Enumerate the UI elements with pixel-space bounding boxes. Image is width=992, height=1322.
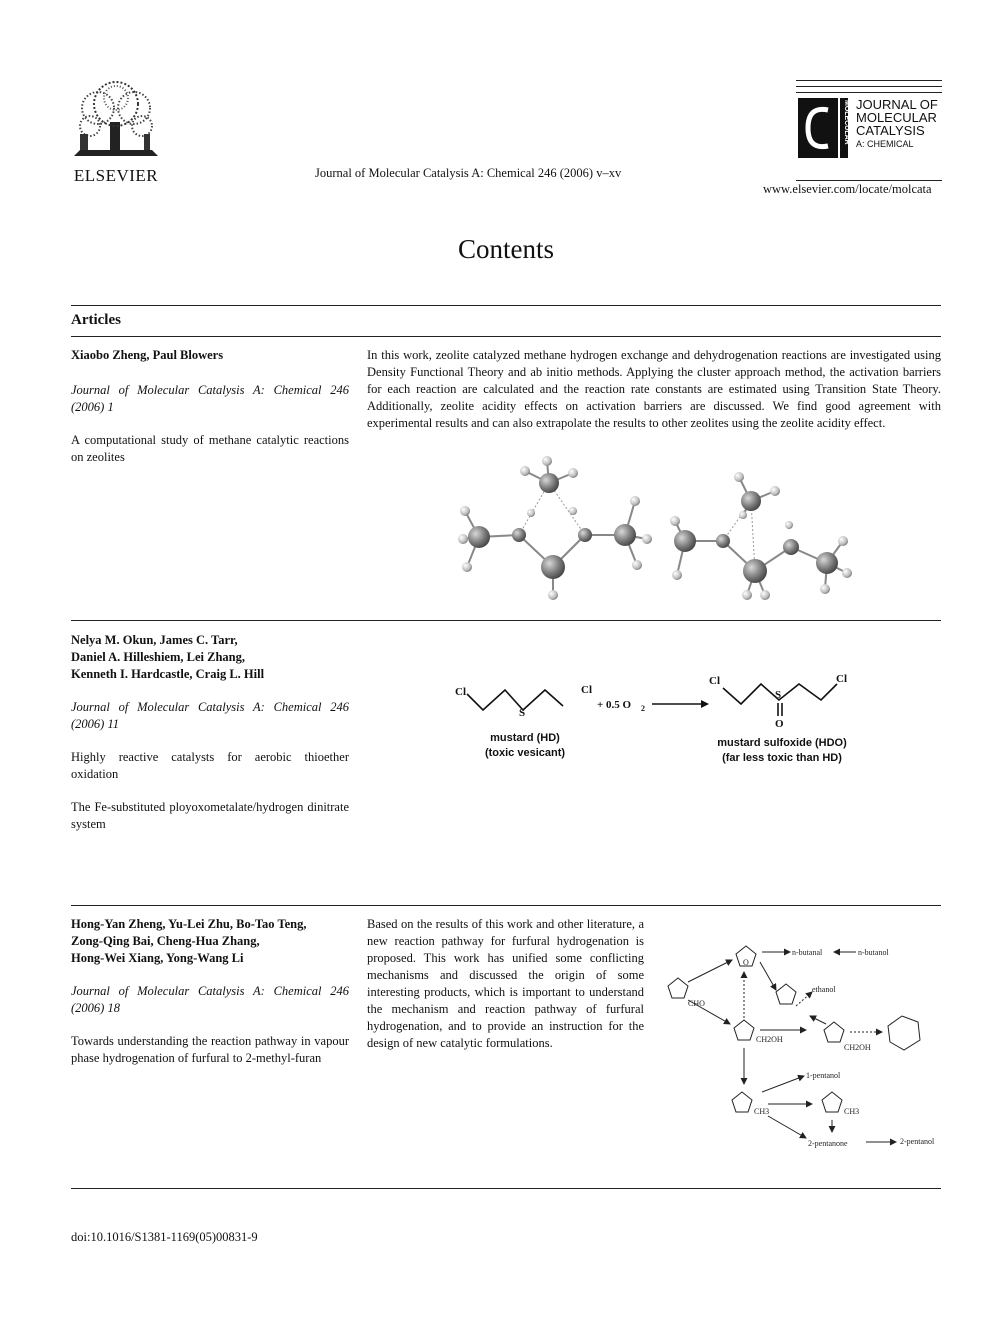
article-3-abstract: Based on the results of this work and other literature, a new reaction pathway for furfural hydrogenation is proposed. This work has unified some conflicting mechanisms and discussed the origin of some interesting products, which is important to understand the mechanism and reaction pathway of furfural hydrogenation, and to provide an instruction for the design of new catalytic formulations. — [367, 917, 644, 1050]
article-authors-line-2: Zong-Qing Bai, Cheng-Hua Zhang, — [71, 934, 260, 948]
article-authors-line-3: Kenneth I. Hardcastle, Craig L. Hill — [71, 667, 265, 681]
scheme-cl-product-left: Cl — [709, 675, 720, 687]
article-subtitle: The Fe-substituted ployoxometalate/hydrogen dinitrate system — [71, 800, 349, 831]
journal-logo-line-3: CATALYSIS — [856, 123, 925, 138]
scheme-1-pentanol: 1-pentanol — [806, 1071, 841, 1080]
scheme-reagent-sub: 2 — [641, 704, 645, 713]
section-heading: Articles — [71, 312, 121, 328]
page-title: Contents — [457, 234, 554, 264]
article-2 — [71, 632, 349, 833]
furfural-pathway-scheme — [656, 936, 946, 1150]
article-citation[interactable]: Journal of Molecular Catalysis A: Chemical 246 (2006) 11 — [71, 700, 349, 731]
journal-logo-line-4: A: CHEMICAL — [856, 139, 914, 149]
scheme-2-pentanol: 2-pentanol — [900, 1137, 935, 1146]
scheme-cl-left: Cl — [455, 686, 466, 698]
scheme-s-product: S — [775, 689, 782, 701]
article-1-abstract: In this work, zeolite catalyzed methane hydrogen exchange and dehydrogenation reactions are investigated using Density Functional Theory and ab initio methods. Applying the cluster approach method, the activation barriers for each reaction are calculated and the reaction rate constants are estimated using Transition State Theory. Additionally, zeolite acidity effects on activation barriers are discussed. We find good agreement with experimental results and can also extrapolate the results to other zeolites using the zeolite acidity effect. — [367, 348, 941, 430]
journal-logo-side: MOLECULAR — [843, 100, 850, 145]
scheme-o-product: O — [775, 718, 784, 730]
article-title[interactable]: Towards understanding the reaction pathway in vapour phase hydrogenation of furfural to 2-methyl-furan — [71, 1034, 349, 1065]
journal-url[interactable]: www.elsevier.com/locate/molcata — [763, 182, 932, 196]
article-authors-line-1: Hong-Yan Zheng, Yu-Lei Zhu, Bo-Tao Teng, — [71, 917, 307, 931]
article-title[interactable]: A computational study of methane catalytic reactions on zeolites — [71, 433, 349, 464]
scheme-reagent: + 0.5 O — [597, 699, 632, 711]
scheme-ch2oh-b: CH2OH — [844, 1043, 871, 1052]
scheme-ring-o: O — [743, 958, 749, 967]
scheme-n-butanol: n-butanol — [858, 948, 889, 957]
scheme-cho: CHO — [688, 999, 705, 1008]
article-citation[interactable]: Journal of Molecular Catalysis A: Chemical 246 (2006) 18 — [71, 984, 349, 1015]
scheme-cl-right: Cl — [581, 684, 592, 696]
elsevier-logo — [68, 78, 164, 185]
journal-c-logo-icon — [798, 98, 850, 158]
article-citation[interactable]: Journal of Molecular Catalysis A: Chemical 246 (2006) 1 — [71, 383, 349, 414]
scheme-ch2oh: CH2OH — [756, 1035, 783, 1044]
article-authors: Xiaobo Zheng, Paul Blowers — [71, 348, 224, 362]
article-authors-line-3: Hong-Wei Xiang, Yong-Wang Li — [71, 951, 244, 965]
scheme-ch3-b: CH3 — [844, 1107, 860, 1116]
scheme-right-label-2: (far less toxic than HD) — [722, 752, 842, 764]
article-title[interactable]: Highly reactive catalysts for aerobic thioether oxidation — [71, 750, 349, 781]
mustard-oxidation-scheme — [445, 664, 865, 734]
scheme-ch3: CH3 — [754, 1107, 770, 1116]
journal-logo — [796, 80, 942, 160]
article-1 — [71, 347, 349, 466]
article-3 — [71, 916, 349, 1067]
scheme-left-label-1: mustard (HD) — [490, 732, 560, 744]
scheme-cl-product-right: Cl — [836, 673, 847, 685]
scheme-2-pentanone: 2-pentanone — [808, 1139, 848, 1148]
journal-citation: Journal of Molecular Catalysis A: Chemical 246 (2006) v–xv — [315, 166, 622, 180]
scheme-n-butanal: n-butanal — [792, 948, 823, 957]
article-authors-line-1: Nelya M. Okun, James C. Tarr, — [71, 633, 238, 647]
journal-logo-line-2: MOLECULAR — [856, 110, 937, 125]
elsevier-tree-icon — [68, 78, 164, 160]
doi[interactable]: doi:10.1016/S1381-1169(05)00831-9 — [71, 1230, 258, 1244]
scheme-ethanol: ethanol — [812, 985, 836, 994]
scheme-right-label-1: mustard sulfoxide (HDO) — [717, 737, 847, 749]
article-authors-line-2: Daniel A. Hilleshiem, Lei Zhang, — [71, 650, 245, 664]
zeolite-cluster-figure — [455, 455, 860, 607]
publisher-name: ELSEVIER — [73, 166, 159, 185]
journal-logo-line-1: JOURNAL OF — [856, 97, 938, 112]
scheme-left-label-2: (toxic vesicant) — [484, 747, 566, 759]
scheme-s: S — [519, 707, 526, 719]
